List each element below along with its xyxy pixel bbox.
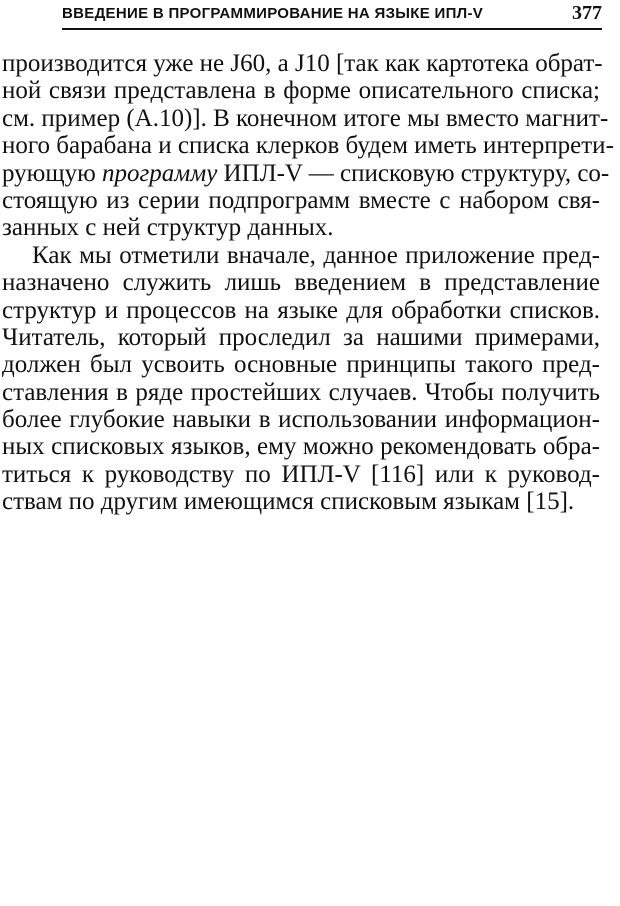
running-head-title: ВВЕДЕНИЕ В ПРОГРАММИРОВАНИЕ НА ЯЗЫКЕ ИПЛ-V — [62, 5, 484, 22]
text-line: ного барабана и списка клерков будем иметь интерпрети- — [2, 132, 614, 160]
text-line: Читатель, который проследил за нашими примерами, — [2, 323, 600, 351]
text-line: производится уже не J60, а J10 [так как картотека обрат- — [2, 50, 603, 77]
text-line: ствам по другим имеющимся списковым языкам [15]. — [2, 488, 575, 516]
text-line: титься к руководству по ИПЛ-V [116] или к руковод- — [2, 460, 600, 488]
emphasized-word: программу — [102, 159, 218, 187]
text-line: занных с ней структур данных. — [2, 214, 334, 242]
text-line: ставления в ряде простейших случаев. Чтобы получить — [2, 378, 600, 406]
page-number: 377 — [572, 2, 602, 24]
paragraph-first-line: Как мы отметили вначале, данное приложение пред- — [32, 241, 600, 269]
text-line: должен был усвоить основные принципы такого пред- — [2, 351, 600, 379]
text-line: стоящую из серии подпрограмм вместе с набором свя- — [2, 186, 600, 214]
text-fragment: рующую — [2, 159, 103, 187]
text-line-with-emphasis — [2, 159, 610, 187]
header-rule — [62, 28, 602, 30]
text-line: более глубокие навыки в использовании информацион- — [2, 406, 600, 434]
text-line: ных списковых языков, ему можно рекомендовать обра- — [2, 433, 600, 461]
text-fragment: ИПЛ-V — списковую структуру, со- — [217, 159, 610, 187]
text-line: назначено служить лишь введением в представление — [2, 269, 600, 297]
text-line: см. пример (A.10)]. В конечном итоге мы вместо магнит- — [2, 104, 609, 132]
text-line: ной связи представлена в форме описательного списка; — [2, 77, 600, 105]
body-text — [2, 50, 614, 516]
text-line: структур и процессов на языке для обработки списков. — [2, 296, 600, 324]
running-head — [62, 2, 602, 28]
